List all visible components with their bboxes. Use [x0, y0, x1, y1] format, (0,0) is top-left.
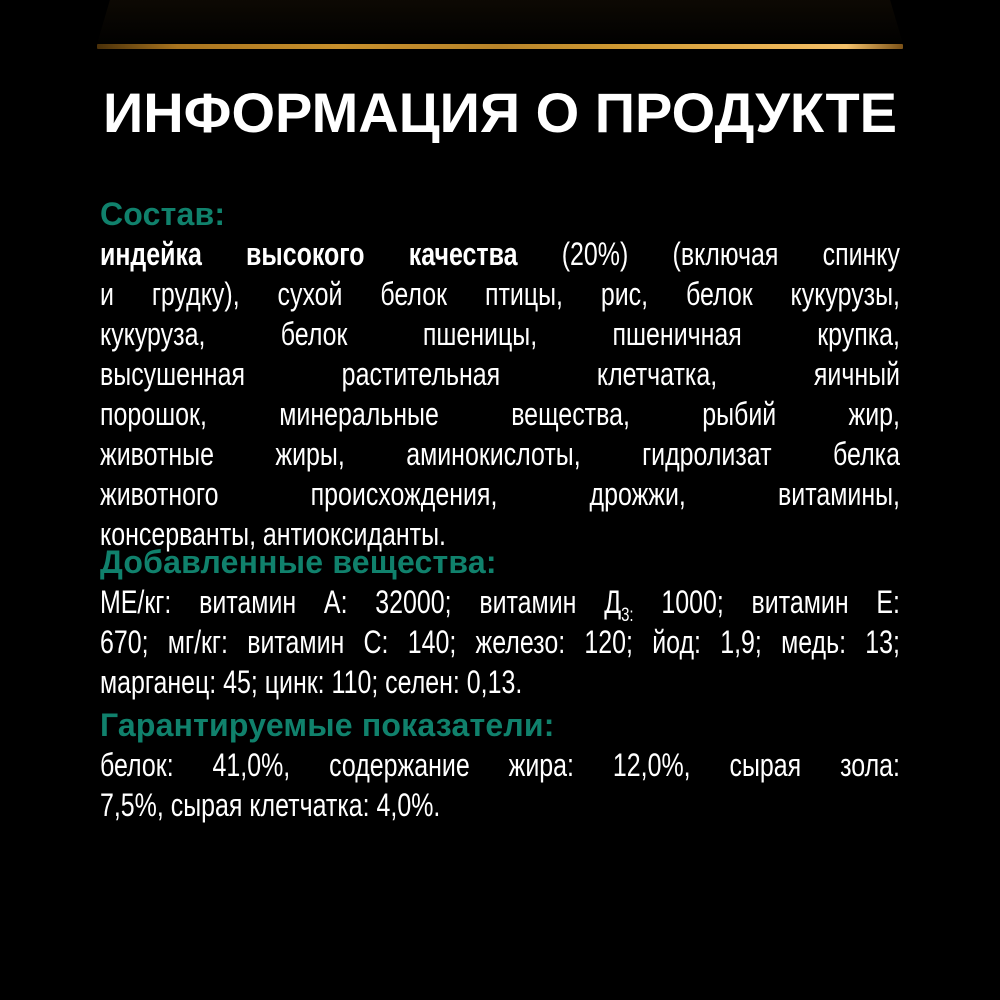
section-body-composition — [100, 234, 900, 554]
text-line: МЕ/кг: витамин А: 32000; витамин $Д_{3:}$ 1000; витамин Е: — [100, 584, 900, 627]
top-sheen-decoration — [97, 0, 903, 44]
text-line: марганец: 45; цинк: 110; селен: 0,13. — [100, 664, 523, 700]
text-line: 7,5%, сырая клетчатка: 4,0%. — [100, 787, 441, 823]
text-line: консерванты, антиоксиданты. — [100, 516, 446, 552]
text-line: кукуруза, белок пшеницы, пшеничная крупка, — [100, 316, 900, 352]
section-heading-added-substances: Добавленные вещества: — [100, 544, 497, 580]
gold-divider-rule — [97, 44, 903, 49]
section-heading-composition: Состав: — [100, 196, 226, 232]
section-added-substances — [100, 542, 900, 702]
page-title: ИНФОРМАЦИЯ О ПРОДУКТЕ — [102, 81, 898, 144]
text-line: порошок, минеральные вещества, рыбий жир, — [100, 396, 900, 432]
text-line: 670; мг/кг: витамин С: 140; железо: 120; йод: 1,9; медь: 13; — [100, 624, 900, 660]
section-body-guaranteed-analysis — [100, 745, 900, 825]
text-line: животного происхождения, дрожжи, витамины, — [100, 476, 900, 512]
text-line: и грудку), сухой белок птицы, рис, белок кукурузы, — [100, 276, 900, 312]
section-body-added-substances — [100, 582, 900, 702]
text-line: животные жиры, аминокислоты, гидролизат белка — [100, 436, 900, 472]
text-line: высушенная растительная клетчатка, яичный — [100, 356, 900, 392]
section-heading-guaranteed-analysis: Гарантируемые показатели: — [100, 707, 555, 743]
section-composition — [100, 194, 900, 554]
section-guaranteed-analysis — [100, 705, 900, 825]
text-line: белок: 41,0%, содержание жира: 12,0%, сырая зола: — [100, 747, 900, 783]
text-line: индейка высокого качества (20%) (включая спинку — [100, 236, 900, 272]
